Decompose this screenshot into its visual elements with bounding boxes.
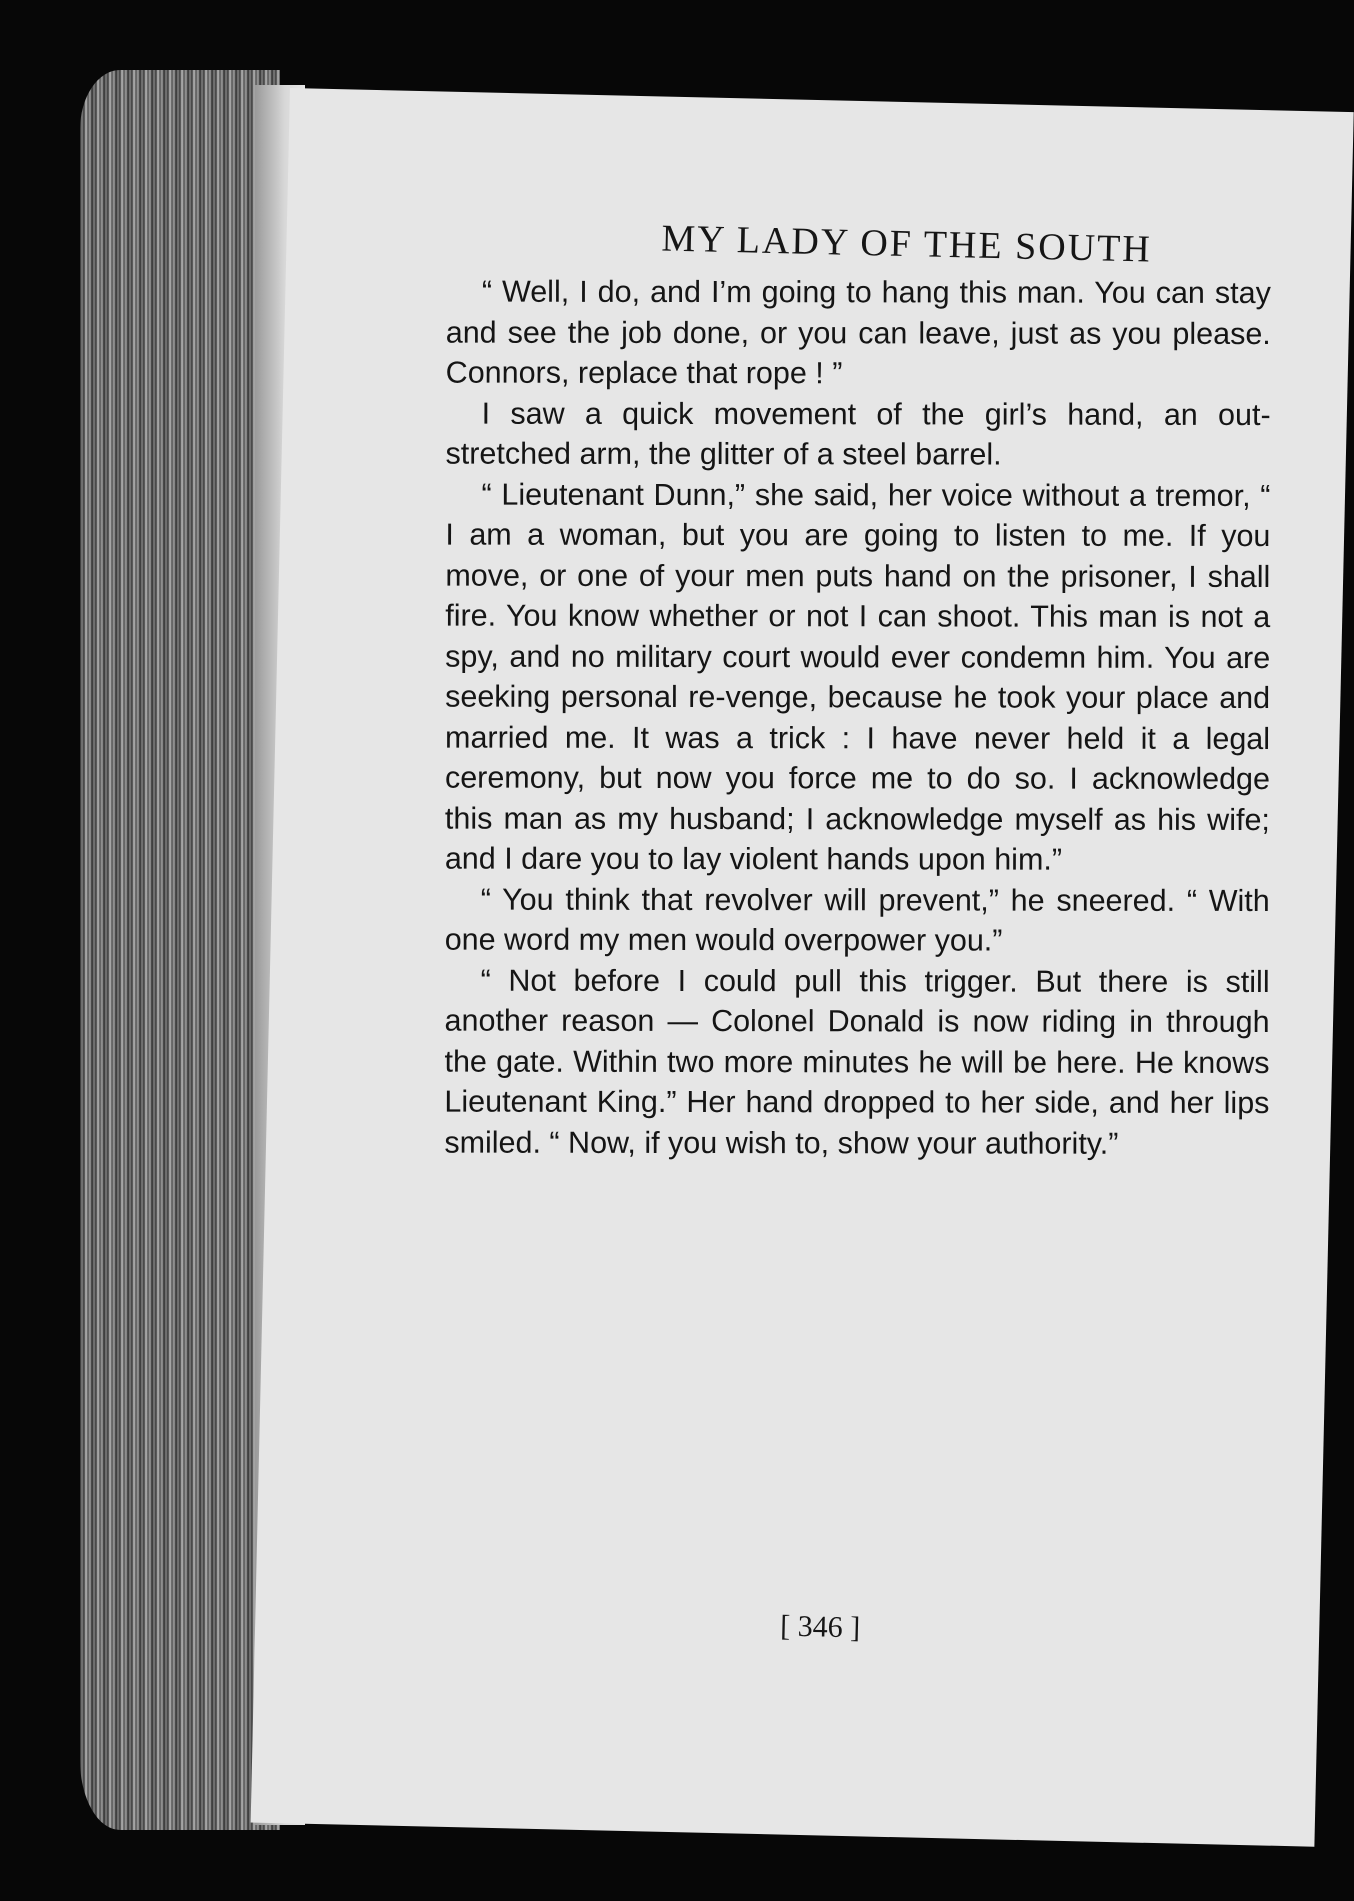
body-text — [444, 272, 1271, 1164]
paragraph: “ You think that revolver will prevent,” he sneered. “ With one word my men would overpower you.” — [444, 882, 1270, 958]
book-page — [251, 88, 1354, 1847]
running-head: MY LADY OF THE SOUTH — [661, 217, 1153, 271]
book-page-edges — [80, 70, 280, 1830]
page-number: [ 346 ] — [779, 1609, 861, 1645]
paragraph: “ Lieutenant Dunn,” she said, her voice without a tremor, “ I am a woman, but you are going to listen to me. If you move, or one of your men puts hand on the prisoner, I shall fire. You know whether or not I can shoot. This man is not a spy, and no military court would ever condemn him. You are seeking personal re-venge, because he took your place and married me. It was a trick : I have never held it a legal ceremony, but now you force me to do so. I acknowledge this man as my husband; I acknowledge myself as his wife; and I dare you to lay violent hands upon him.” — [444, 477, 1271, 877]
paragraph: I saw a quick movement of the girl’s hand, an out-stretched arm, the glitter of a steel barrel. — [445, 396, 1271, 472]
paragraph: “ Not before I could pull this trigger. But there is still another reason — Colonel Donald is now riding in through the gate. Within two more minutes he will be here. He knows Lieutenant King.” Her hand dropped to her side, and her lips smiled. “ Now, if you wish to, show your authority.” — [444, 963, 1270, 1161]
paragraph: “ Well, I do, and I’m going to hang this man. You can stay and see the job done, or you can leave, just as you please. Connors, replace that rope ! ” — [445, 274, 1271, 391]
